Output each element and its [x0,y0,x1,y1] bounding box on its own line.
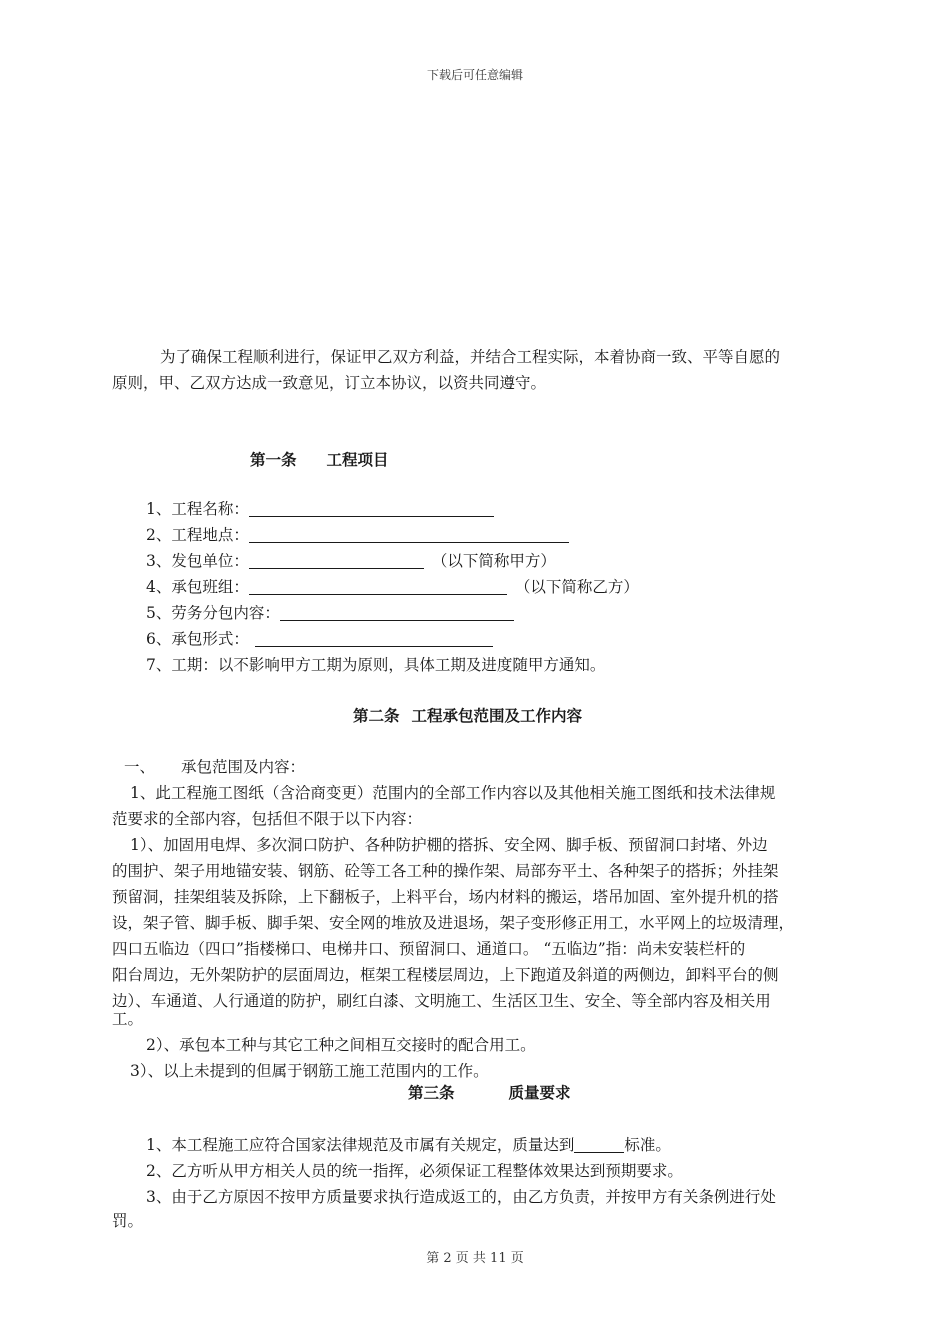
section-title: 承包范围及内容： [181,758,306,776]
item-project-location [146,522,569,548]
scope-p2-line2: 的围护、架子用地锚安装、钢筋、砼等工各工种的操作架、局部夯平土、各种架子的搭拆；外挂架 [112,862,779,880]
scope-p2-line8: 工。 [112,1010,144,1028]
item-project-name-label: 1、工程名称： [146,500,249,518]
intro-line-1: 为了确保工程顺利进行，保证甲乙双方利益，并结合工程实际，本着协商一致、平等自愿的 [160,348,781,366]
article2-number: 第二条 [353,706,400,725]
scope-p2-line4: 设，架子管、脚手板、脚手架、安全网的堆放及进退场，架子变形修正用工，水平网上的垃圾清理， [112,914,795,932]
page-header: 下载后可任意编辑 [426,68,523,82]
scope-p1-line1: 1、此工程施工图纸（含洽商变更）范围内的全部工作内容以及其他相关施工图纸和技术法律规 [130,784,776,802]
scope-p2-line5: 四口五临边（四口”指楼梯口、电梯井口、预留洞口、通道口。 “五临边”指：尚未安装栏杆的 [112,940,746,958]
scope-p2-line3: 预留洞，挂架组装及拆除，上下翻板子，上料平台，场内材料的搬运，塔吊加固、室外提升机的搭 [112,888,779,906]
contract-form-blank[interactable] [255,630,493,647]
quality-item-1-text: 1、本工程施工应符合国家法律规范及市属有关规定，质量达到 [146,1136,575,1154]
article1-title: 工程项目 [326,450,389,469]
scope-p2-line7: 边）、车通道、人行通道的防护，刷红白漆、文明施工、生活区卫生、安全、等全部内容及相关用 [112,992,771,1010]
article3-heading [408,1080,571,1106]
article3-title: 质量要求 [508,1083,571,1102]
item-contractor [146,548,556,574]
item-team-label: 4、承包班组： [146,578,249,596]
page-footer: 第 2 页 共 11 页 [426,1251,524,1266]
quality-item-3-line2: 罚。 [112,1212,144,1230]
item-labor-content [146,600,514,626]
scope-p2-line6: 阳台周边，无外架防护的层面周边，框架工程楼层周边，上下跑道及斜道的两侧边，卸料平台的侧 [112,966,779,984]
team-blank[interactable] [249,578,507,595]
contractor-note: （以下简称甲方） [431,552,556,570]
article3-number: 第三条 [408,1083,455,1102]
article2-title: 工程承包范围及工作内容 [411,706,583,725]
item-project-location-label: 2、工程地点： [146,526,249,544]
item-contract-form [146,626,493,652]
article1-heading [250,447,389,473]
section-heading [124,754,305,780]
item-contract-form-label: 6、承包形式： [146,630,249,648]
scope-p1-line2: 范要求的全部内容，包括但不限于以下内容： [112,810,423,828]
quality-item-1 [146,1132,671,1158]
item-contractor-label: 3、发包单位： [146,552,249,570]
scope-p3: 2）、承包本工种与其它工种之间相互交接时的配合用工。 [146,1036,536,1054]
team-note: （以下简称乙方） [514,578,639,596]
contractor-blank[interactable] [249,552,424,569]
article1-number: 第一条 [250,450,297,469]
quality-item-3-line1: 3、由于乙方原因不按甲方质量要求执行造成返工的，由乙方负责，并按甲方有关条例进行处 [146,1188,776,1206]
scope-p4: 3）、以上未提到的但属于钢筋工施工范围内的工作。 [130,1062,489,1080]
item-project-name [146,496,494,522]
item-team [146,574,639,600]
section-number: 一、 [124,758,156,776]
quality-item-2: 2、乙方听从甲方相关人员的统一指挥，必须保证工程整体效果达到预期要求。 [146,1162,683,1180]
intro-line-2: 原则，甲、乙双方达成一致意见，订立本协议，以资共同遵守。 [112,374,547,392]
article2-heading [353,703,582,729]
quality-item-1-suffix: 标准。 [624,1136,671,1154]
project-name-blank[interactable] [249,500,494,517]
project-location-blank[interactable] [249,526,569,543]
labor-content-blank[interactable] [280,604,514,621]
item-period: 7、工期：以不影响甲方工期为原则，具体工期及进度随甲方通知。 [146,656,606,674]
item-labor-content-label: 5、劳务分包内容： [146,604,280,622]
quality-standard-blank[interactable] [574,1136,624,1153]
scope-p2-line1: 1）、加固用电焊、多次洞口防护、各种防护棚的搭拆、安全网、脚手板、预留洞口封堵、外边 [130,836,768,854]
